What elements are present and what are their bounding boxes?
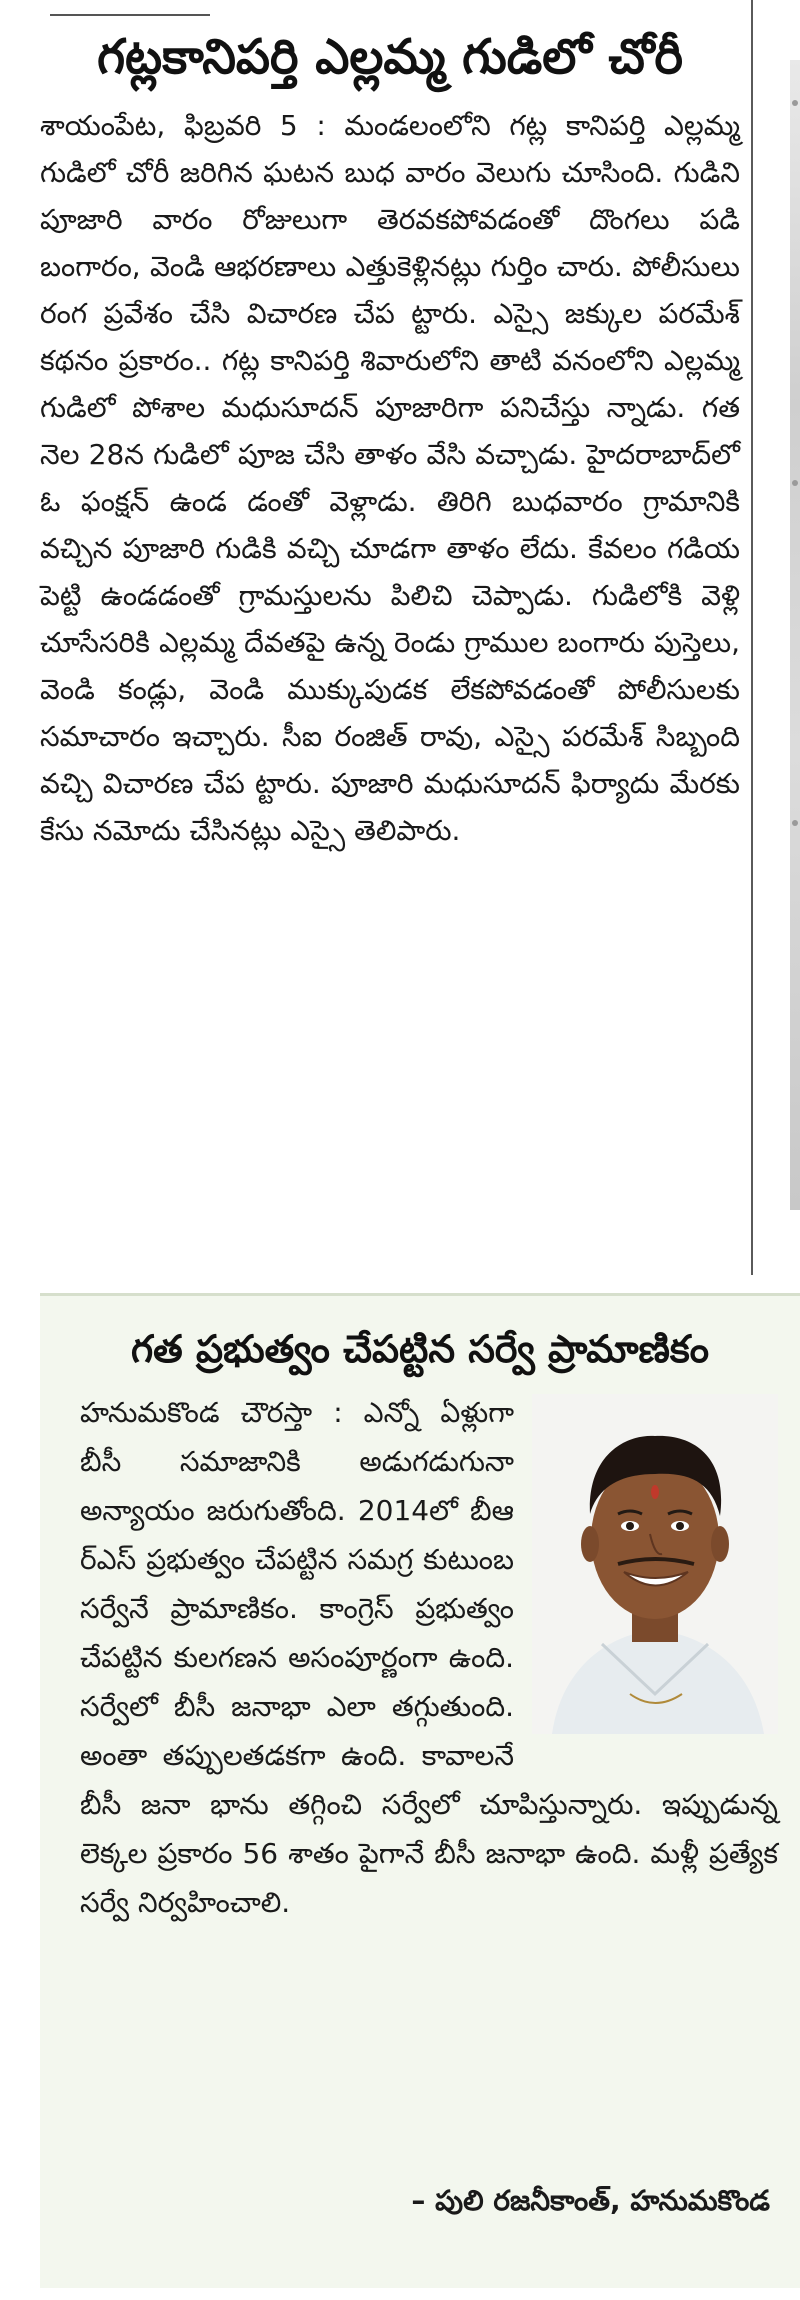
edge-mark [792,480,798,486]
article-headline: గట్లకానిపర్తి ఎల్లమ్మ గుడిలో చోరీ [97,29,683,85]
byline: – పులి రజనీకాంత్, హనుమకొండ [411,2184,770,2217]
opinion-headline: గత ప్రభుత్వం చేపట్టిన సర్వే ప్రామాణికం [131,1327,709,1371]
column-divider [751,0,753,1275]
opinion-body: హనుమకొండ చౌరస్తా : ఎన్నో ఏళ్లుగా బీసీ సమాజానికి అడుగడుగునా అన్యాయం జరుగుతోంది. 2014లో బీఆ ర్ఎస్ ప్రభుత్వం చేపట్టిన సమగ్ర కుటుంబ సర్వేనే ప్రామాణికం. కాంగ్రెస్ ప్రభుత్వం చేపట్టిన కులగణన అసంపూర్ణంగా ఉంది. సర్వేలో బీసీ జనాభా ఎలా తగ్గుతుంది. అంతా తప్పులతడకగా ఉంది. కావాలనే బీసీ జనా భాను తగ్గించి సర్వేలో చూపిస్తున్నారు. ఇప్పుడున్న లెక్కల ప్రకారం 56 శాతం పైగానే బీసీ జనాభా ఉంది. మళ్లీ ప్రత్యేక సర్వే నిర్వహించాలి. [80,1396,778,1919]
edge-mark [792,820,798,826]
article-body: శాయంపేట, ఫిబ్రవరి 5 : మండలంలోని గట్ల కానిపర్తి ఎల్లమ్మ గుడిలో చోరీ జరిగిన ఘటన బుధ వారం వెలుగు చూసింది. గుడిని పూజారి వారం రోజులుగా తెరవకపోవడంతో దొంగలు పడి బంగారం, వెండి ఆభరణాలు ఎత్తుకెళ్లినట్లు గుర్తిం చారు. పోలీసులు రంగ ప్రవేశం చేసి విచారణ చేప ట్టారు. ఎస్సై జక్కుల పరమేశ్ కథనం ప్రకారం.. గట్ల కానిపర్తి శివారులోని తాటి వనంలోని ఎల్లమ్మ గుడిలో పోశాల మధుసూదన్ పూజారిగా పనిచేస్తు న్నాడు. గత నెల 28న గుడిలో పూజ చేసి తాళం వేసి వచ్చాడు. హైదరాబాద్‌లో ఓ ఫంక్షన్ ఉండ డంతో వెళ్లాడు. తిరిగి బుధవారం గ్రామానికి వచ్చిన పూజారి గుడికి వచ్చి చూడగా తాళం లేదు. కేవలం గడియ పెట్టి ఉండడంతో గ్రామస్తులను పిలిచి చెప్పాడు. గుడిలోకి వెళ్లి చూసేసరికి ఎల్లమ్మ దేవతపై ఉన్న రెండు గ్రాముల బంగారు పుస్తెలు, వెండి కండ్లు, వెండి ముక్కుపుడక లేకపోవడంతో పోలీసులకు సమాచారం ఇచ్చారు. సీఐ రంజిత్ రావు, ఎస్సై పరమేశ్ సిబ్బంది వచ్చి విచారణ చేప ట్టారు. పూజారి మధుసూదన్ ఫిర్యాదు మేరకు కేసు నమోదు చేసినట్లు ఎస్సై తెలిపారు. [40,109,740,847]
adjacent-column-edge [790,60,800,1210]
portrait-illustration [532,1394,778,1734]
temple-theft-article [40,10,740,854]
author-photo [532,1394,778,1734]
opinion-body-wrapper [40,1388,800,1927]
opinion-box [40,1293,800,2288]
edge-mark [792,100,798,106]
